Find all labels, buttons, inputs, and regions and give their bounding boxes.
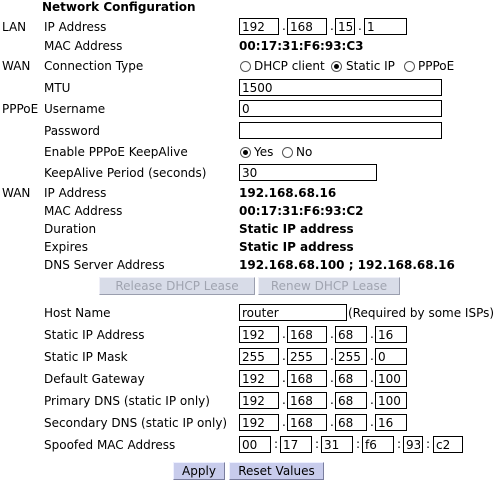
host-name-note: (Required by some ISPs) [348, 306, 495, 320]
ip-dot: . [370, 393, 374, 407]
dns-server-value: 192.168.68.100 ; 192.168.68.16 [239, 258, 455, 272]
secondary-dns-octet-3[interactable] [335, 414, 367, 431]
static-ip-octet-2[interactable] [287, 326, 327, 343]
gateway-octet-4[interactable] [375, 370, 407, 387]
spoofed-mac-part-1[interactable] [239, 436, 271, 453]
secondary-dns-octet-1[interactable] [239, 414, 279, 431]
ip-dot: . [358, 19, 362, 33]
primary-dns-label: Primary DNS (static IP only) [44, 394, 210, 408]
section-label-lan: LAN [2, 20, 27, 34]
gateway-octet-3[interactable] [335, 370, 367, 387]
password-label: Password [44, 124, 101, 138]
apply-button[interactable]: Apply [173, 462, 225, 480]
username-label: Username [44, 102, 106, 116]
radio-label-dhcp: DHCP client [254, 59, 325, 73]
gateway-octet-2[interactable] [287, 370, 327, 387]
ip-dot: . [330, 19, 334, 33]
ip-dot: . [330, 371, 334, 385]
ip-dot: . [282, 393, 286, 407]
password-input[interactable] [239, 122, 442, 139]
section-label-wan: WAN [2, 59, 31, 73]
ip-dot: . [282, 349, 286, 363]
keepalive-period-input[interactable] [239, 164, 377, 181]
mac-colon: : [274, 437, 279, 451]
secondary-dns-label: Secondary DNS (static IP only) [44, 416, 228, 430]
wan-ip-label: IP Address [44, 186, 107, 200]
radio-label-static: Static IP [346, 59, 395, 73]
radio-label-pppoe: PPPoE [418, 59, 455, 73]
static-mask-octet-1[interactable] [239, 348, 279, 365]
mtu-label: MTU [44, 81, 71, 95]
mac-colon: : [397, 437, 402, 451]
primary-dns-octet-4[interactable] [375, 392, 407, 409]
reset-values-button[interactable]: Reset Values [229, 462, 324, 480]
static-ip-octet-3[interactable] [335, 326, 367, 343]
static-ip-octet-4[interactable] [375, 326, 407, 343]
keepalive-label: Enable PPPoE KeepAlive [44, 145, 188, 159]
radio-keepalive-yes[interactable] [240, 147, 251, 158]
lan-mac-label: MAC Address [44, 39, 123, 53]
expires-value: Static IP address [239, 240, 354, 254]
renew-dhcp-lease-button[interactable]: Renew DHCP Lease [258, 277, 400, 295]
mac-colon: : [426, 437, 431, 451]
secondary-dns-octet-4[interactable] [375, 414, 407, 431]
spoofed-mac-part-4[interactable] [362, 436, 394, 453]
section-label-pppoe: PPPoE [2, 102, 39, 116]
spoofed-mac-part-2[interactable] [280, 436, 312, 453]
spoofed-mac-part-3[interactable] [321, 436, 353, 453]
ip-dot: . [330, 327, 334, 341]
lan-mac-value: 00:17:31:F6:93:C3 [239, 39, 364, 53]
spoofed-mac-label: Spoofed MAC Address [44, 438, 176, 452]
ip-dot: . [282, 415, 286, 429]
radio-dhcp-client[interactable] [240, 61, 251, 72]
ip-dot: . [370, 415, 374, 429]
host-name-label: Host Name [44, 306, 111, 320]
ip-dot: . [370, 327, 374, 341]
wan-mac-label: MAC Address [44, 204, 123, 218]
mtu-input[interactable] [239, 79, 442, 96]
duration-label: Duration [44, 222, 97, 236]
gateway-label: Default Gateway [44, 372, 145, 386]
ip-dot: . [282, 19, 286, 33]
lan-ip-octet-1[interactable] [239, 18, 279, 35]
host-name-input[interactable] [239, 304, 347, 321]
radio-keepalive-no[interactable] [282, 147, 293, 158]
radio-label-yes: Yes [254, 145, 274, 159]
release-dhcp-lease-button[interactable]: Release DHCP Lease [99, 277, 255, 295]
wan-mac-value: 00:17:31:F6:93:C2 [239, 204, 364, 218]
mac-colon: : [315, 437, 320, 451]
secondary-dns-octet-2[interactable] [287, 414, 327, 431]
dns-server-label: DNS Server Address [44, 258, 165, 272]
wan-ip-value: 192.168.68.16 [239, 186, 337, 200]
username-input[interactable] [239, 100, 442, 117]
static-mask-octet-3[interactable] [335, 348, 367, 365]
radio-pppoe[interactable] [404, 61, 415, 72]
lan-ip-octet-4[interactable] [364, 18, 407, 35]
primary-dns-octet-2[interactable] [287, 392, 327, 409]
lan-ip-octet-3[interactable] [335, 18, 355, 35]
static-mask-octet-2[interactable] [287, 348, 327, 365]
connection-type-label: Connection Type [44, 59, 144, 73]
spoofed-mac-part-5[interactable] [403, 436, 423, 453]
primary-dns-octet-3[interactable] [335, 392, 367, 409]
ip-dot: . [370, 349, 374, 363]
page-title: Network Configuration [42, 0, 196, 14]
ip-dot: . [370, 371, 374, 385]
lan-ip-octet-2[interactable] [287, 18, 327, 35]
duration-value: Static IP address [239, 222, 354, 236]
ip-dot: . [282, 327, 286, 341]
keepalive-period-label: KeepAlive Period (seconds) [44, 166, 207, 180]
static-mask-label: Static IP Mask [44, 350, 128, 364]
static-ip-label: Static IP Address [44, 328, 145, 342]
primary-dns-octet-1[interactable] [239, 392, 279, 409]
ip-dot: . [330, 415, 334, 429]
gateway-octet-1[interactable] [239, 370, 279, 387]
ip-dot: . [330, 349, 334, 363]
mac-colon: : [356, 437, 361, 451]
static-ip-octet-1[interactable] [239, 326, 279, 343]
ip-dot: . [282, 371, 286, 385]
static-mask-octet-4[interactable] [375, 348, 407, 365]
spoofed-mac-part-6[interactable] [433, 436, 463, 453]
expires-label: Expires [44, 240, 88, 254]
lan-ip-label: IP Address [44, 20, 107, 34]
ip-dot: . [330, 393, 334, 407]
radio-static-ip[interactable] [331, 61, 342, 72]
radio-label-no: No [296, 145, 313, 159]
section-label-wan-status: WAN [2, 186, 31, 200]
